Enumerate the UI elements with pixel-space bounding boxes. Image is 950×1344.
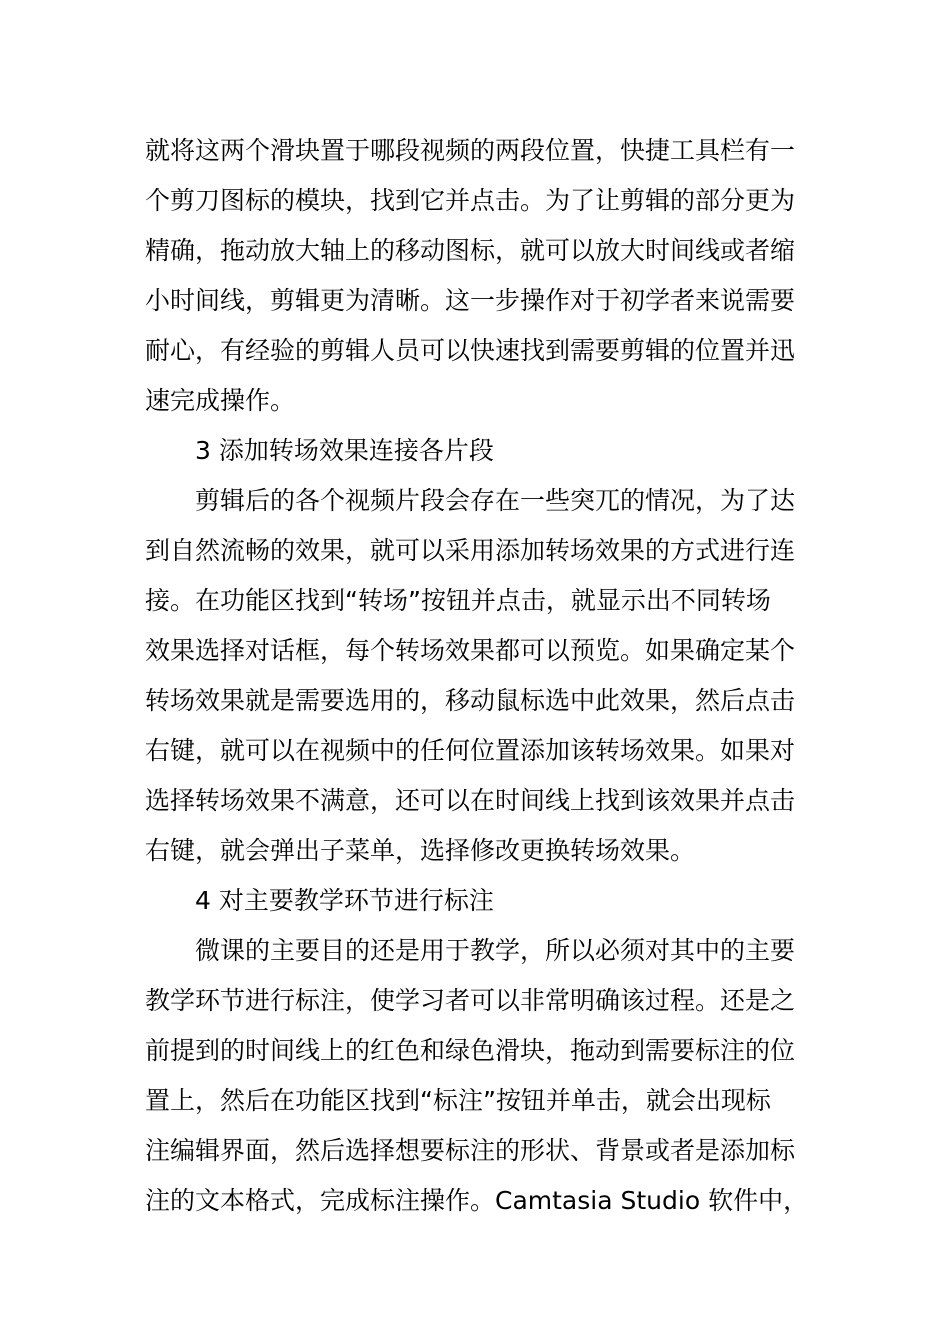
- paragraph-line: 注的文本格式，完成标注操作。Camtasia Studio 软件中，: [145, 1186, 809, 1215]
- paragraph-line: 置上，然后在功能区找到“标注”按钮并单击，就会出现标: [145, 1086, 771, 1115]
- paragraph-line: 右键，就可以在视频中的任何位置添加该转场效果。如果对: [145, 736, 796, 765]
- paragraph-line: 右键，就会弹出子菜单，选择修改更换转场效果。: [145, 836, 696, 865]
- paragraph-line: 个剪刀图标的模块，找到它并点击。为了让剪辑的部分更为: [145, 186, 796, 215]
- section-heading: 3 添加转场效果连接各片段: [195, 436, 494, 465]
- paragraph-line: 就将这两个滑块置于哪段视频的两段位置，快捷工具栏有一: [145, 136, 796, 165]
- paragraph-line: 耐心，有经验的剪辑人员可以快速找到需要剪辑的位置并迅: [145, 336, 796, 365]
- paragraph-line: 选择转场效果不满意，还可以在时间线上找到该效果并点击: [145, 786, 796, 815]
- paragraph-line: 小时间线，剪辑更为清晰。这一步操作对于初学者来说需要: [145, 286, 796, 315]
- paragraph-line: 到自然流畅的效果，就可以采用添加转场效果的方式进行连: [145, 536, 796, 565]
- paragraph-line: 接。在功能区找到“转场”按钮并点击，就显示出不同转场: [145, 586, 771, 615]
- section-heading: 4 对主要教学环节进行标注: [195, 886, 494, 915]
- paragraph-line: 速完成操作。: [145, 386, 296, 415]
- paragraph-line: 效果选择对话框，每个转场效果都可以预览。如果确定某个: [145, 636, 796, 665]
- paragraph-line: 剪辑后的各个视频片段会存在一些突兀的情况，为了达: [195, 486, 796, 515]
- paragraph-line: 精确，拖动放大轴上的移动图标，就可以放大时间线或者缩: [145, 236, 796, 265]
- paragraph-line: 转场效果就是需要选用的，移动鼠标选中此效果，然后点击: [145, 686, 796, 715]
- paragraph-line: 前提到的时间线上的红色和绿色滑块，拖动到需要标注的位: [145, 1036, 796, 1065]
- paragraph-line: 教学环节进行标注，使学习者可以非常明确该过程。还是之: [145, 986, 796, 1015]
- paragraph-line: 注编辑界面，然后选择想要标注的形状、背景或者是添加标: [145, 1136, 796, 1165]
- paragraph-line: 微课的主要目的还是用于教学，所以必须对其中的主要: [195, 936, 796, 965]
